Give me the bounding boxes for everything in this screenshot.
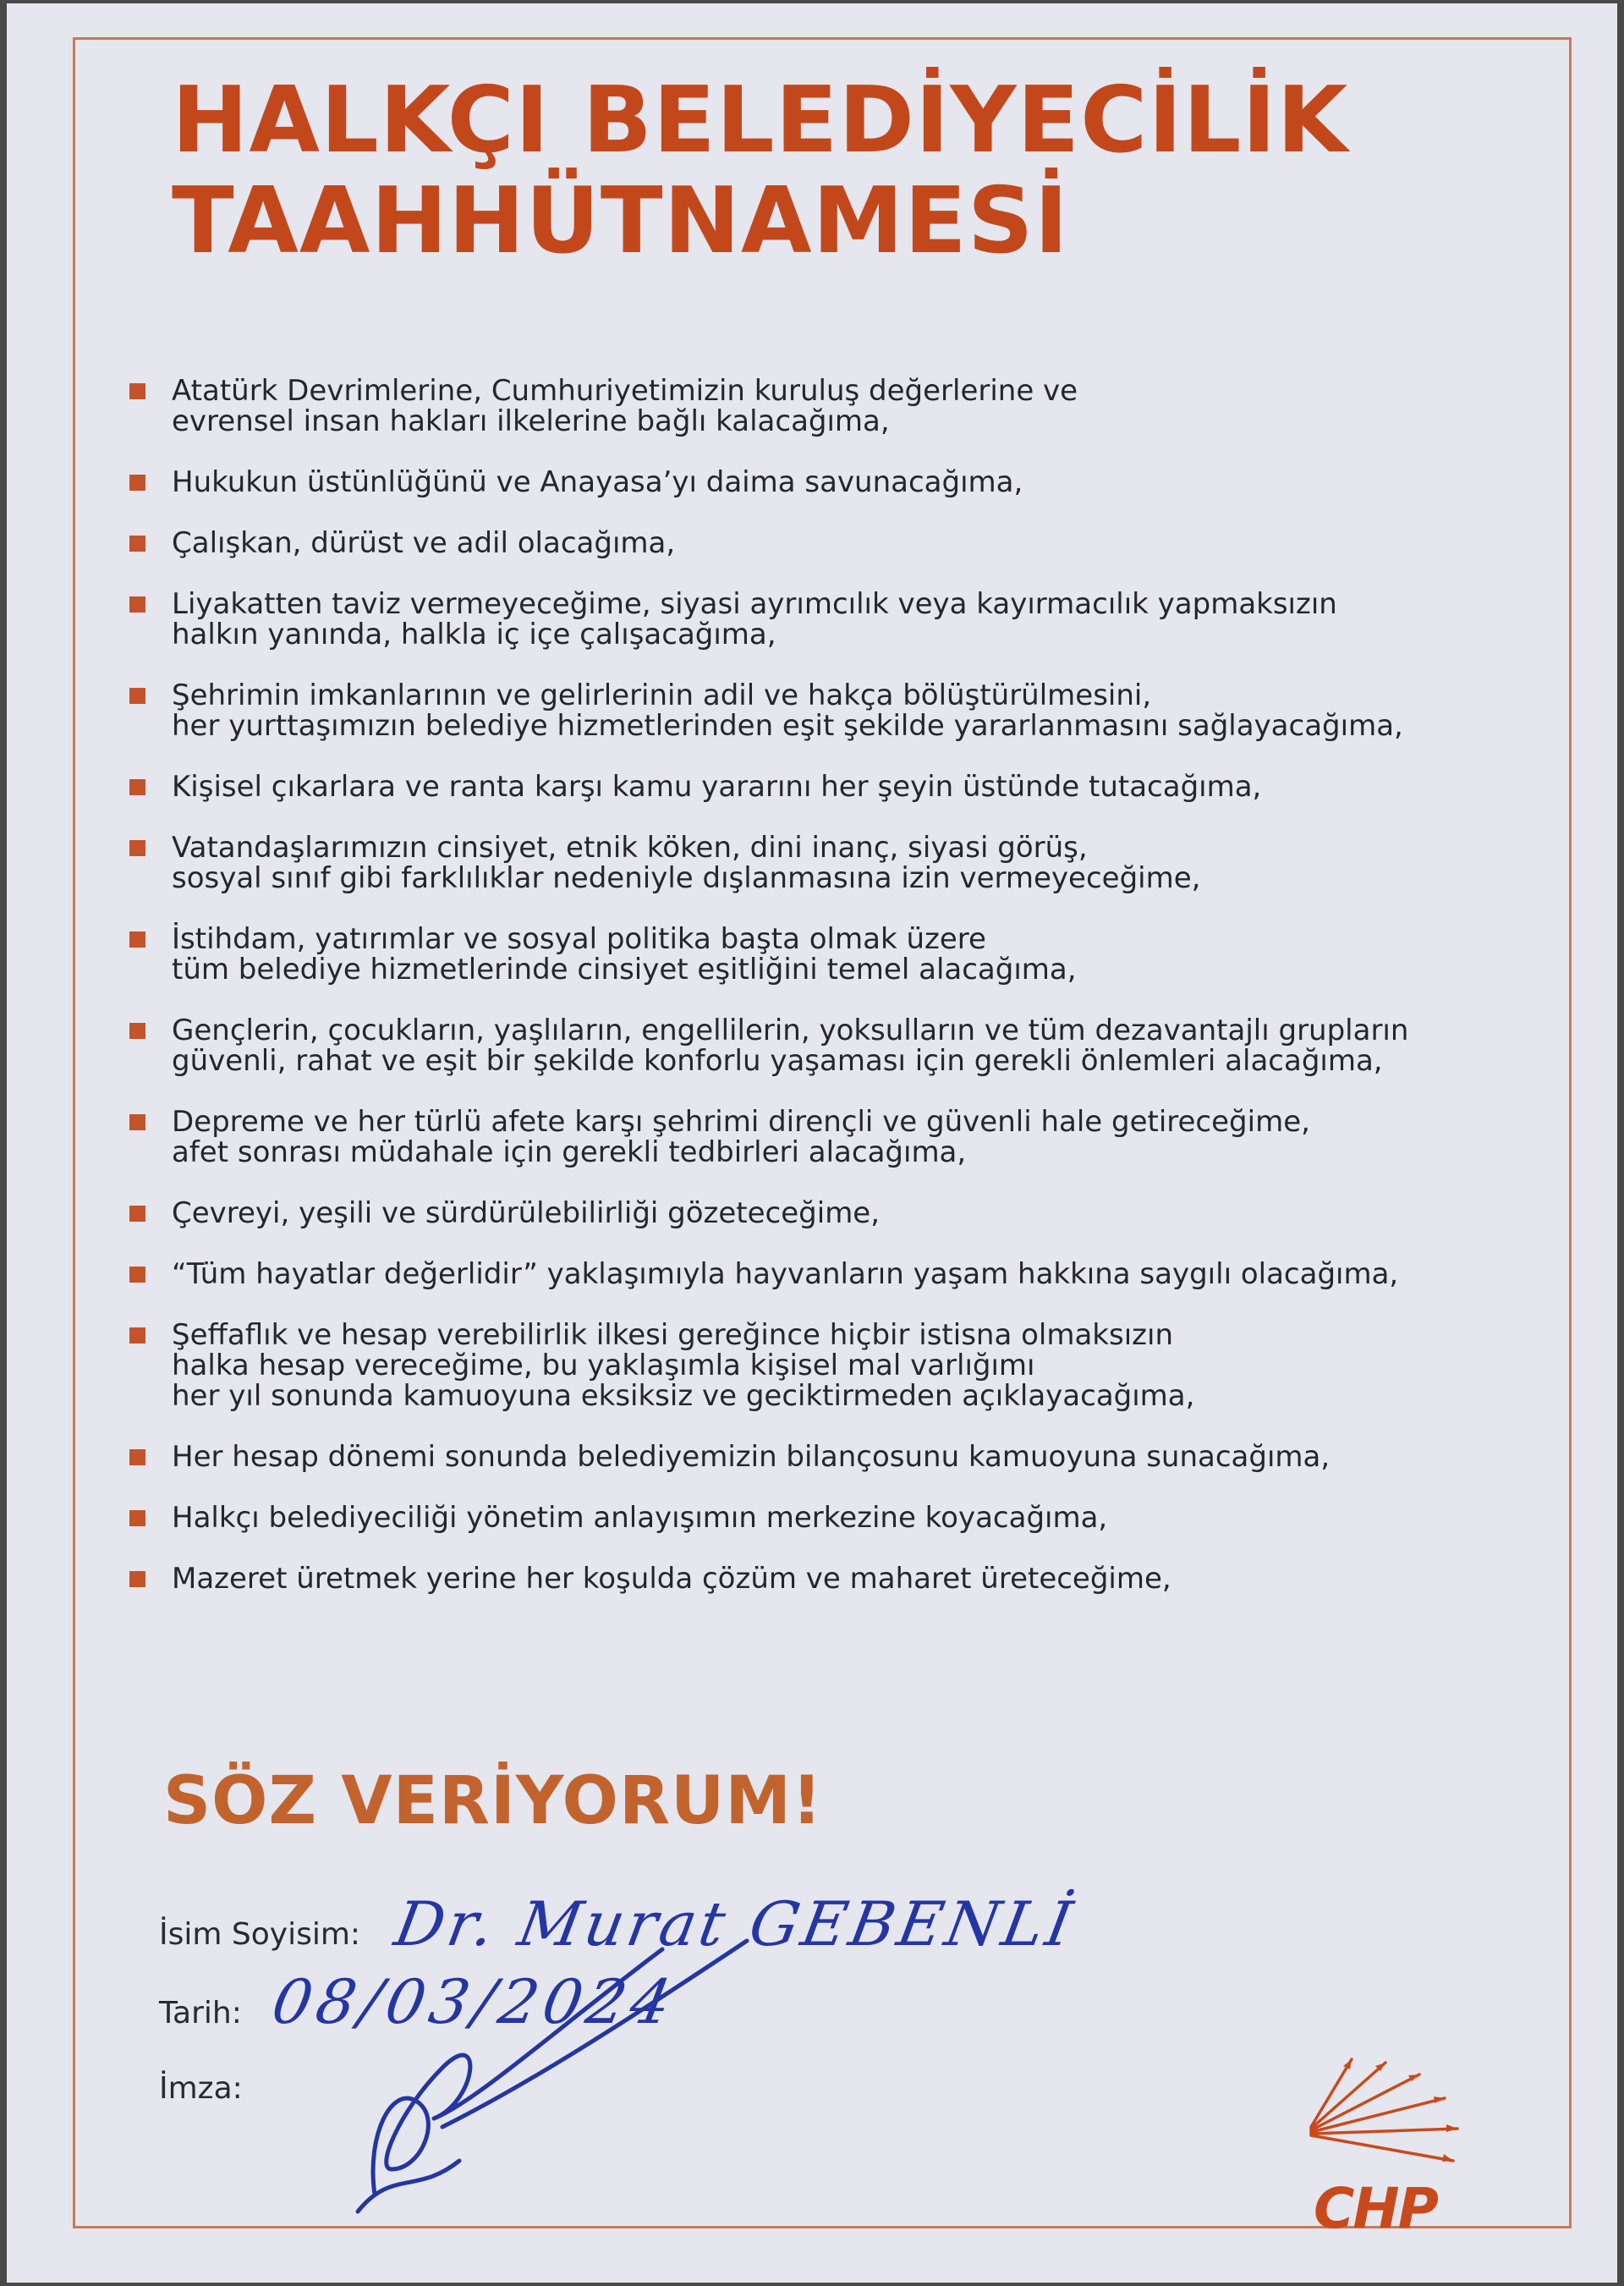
date-handwritten: 08/03/2024: [266, 1966, 682, 2037]
pledge-line: halka hesap vereceğime, bu yaklaşımla kişisel mal varlığımı: [172, 1349, 1035, 1382]
pledge-line: Hukukun üstünlüğünü ve Anayasa’yı daima savunacağıma,: [172, 465, 1023, 499]
pledge-line: sosyal sınıf gibi farklılıklar nedeniyle dışlanmasına izin vermeyeceğime,: [172, 861, 1201, 895]
pledge-item: [125, 1107, 1512, 1168]
pledge-line: evrensel insan hakları ilkelerine bağlı kalacağıma,: [172, 404, 890, 438]
pledge-line: tüm belediye hizmetlerinde cinsiyet eşitliğini temel alacağıma,: [172, 953, 1077, 986]
title-line-1: HALKÇI BELEDİYECİLİK: [172, 68, 1349, 173]
pledge-line: Gençlerin, çocukların, yaşlıların, engellilerin, yoksulların ve tüm dezavantajlı grupların: [172, 1014, 1409, 1047]
signature-scribble: [341, 1915, 781, 2220]
square-bullet-icon: [129, 688, 145, 704]
pledge-list: [125, 376, 1512, 1594]
pledge-line: Vatandaşlarımızın cinsiyet, etnik köken, dini inanç, siyasi görüş,: [172, 831, 1088, 865]
pledge-item: [125, 1198, 1512, 1228]
square-bullet-icon: [129, 1449, 145, 1465]
pledge-item: [125, 1563, 1512, 1594]
pledge-line: İstihdam, yatırımlar ve sosyal politika başta olmak üzere: [172, 922, 986, 956]
square-bullet-icon: [129, 475, 145, 491]
square-bullet-icon: [129, 1571, 145, 1587]
pledge-line: Çevreyi, yeşili ve sürdürülebilirliği gözeteceğime,: [172, 1196, 881, 1230]
pledge-line: Şehrimin imkanlarının ve gelirlerinin adil ve hakça bölüştürülmesini,: [172, 679, 1152, 712]
pledge-item: [125, 924, 1512, 985]
pledge-item: [125, 772, 1512, 802]
pledge-item: [125, 528, 1512, 558]
pledge-item: [125, 680, 1512, 741]
pledge-item: [125, 589, 1512, 650]
pledge-line: Her hesap dönemi sonunda belediyemizin bilançosunu kamuoyuna sunacağıma,: [172, 1440, 1330, 1474]
pledge-line: halkın yanında, halkla iç içe çalışacağıma,: [172, 618, 776, 651]
square-bullet-icon: [129, 596, 145, 613]
pledge-line: Kişisel çıkarlara ve ranta karşı kamu yararını her şeyin üstünde tutacağıma,: [172, 770, 1262, 804]
name-label: İsim Soyisim:: [159, 1917, 361, 1952]
pledge-line: Depreme ve her türlü afete karşı şehrimi dirençli ve güvenli hale getireceğime,: [172, 1105, 1310, 1139]
pledge-item: [125, 376, 1512, 437]
pledge-item: [125, 1503, 1512, 1533]
pledge-item: [125, 1442, 1512, 1472]
chp-logo-text: CHP: [1314, 2176, 1438, 2241]
pledge-line: güvenli, rahat ve eşit bir şekilde konforlu yaşaması için gerekli önlemleri alacağıma,: [172, 1044, 1383, 1078]
pledge-item: [125, 467, 1512, 497]
pledge-item: [125, 833, 1512, 893]
square-bullet-icon: [129, 1510, 145, 1526]
pledge-line: Liyakatten taviz vermeyeceğime, siyasi ayrımcılık veya kayırmacılık yapmaksızın: [172, 587, 1337, 621]
square-bullet-icon: [129, 536, 145, 552]
document-title: [172, 68, 1542, 274]
square-bullet-icon: [129, 779, 145, 795]
pledge-line: afet sonrası müdahale için gerekli tedbirleri alacağıma,: [172, 1135, 967, 1169]
name-handwritten: Dr. Murat GEBENLİ: [389, 1888, 1081, 1959]
square-bullet-icon: [129, 1023, 145, 1039]
signature-label: İmza:: [159, 2071, 243, 2106]
date-label: Tarih:: [159, 1996, 242, 2030]
square-bullet-icon: [129, 383, 145, 399]
square-bullet-icon: [129, 840, 145, 856]
pledge-line: Çalışkan, dürüst ve adil olacağıma,: [172, 526, 676, 560]
pledge-line: Atatürk Devrimlerine, Cumhuriyetimizin kuruluş değerlerine ve: [172, 374, 1078, 408]
pledge-item: [125, 1015, 1512, 1076]
pledge-item: [125, 1259, 1512, 1289]
square-bullet-icon: [129, 1206, 145, 1222]
pledge-line: her yurttaşımızın belediye hizmetlerinden eşit şekilde yararlanmasını sağlayacağıma,: [172, 709, 1403, 743]
square-bullet-icon: [129, 1267, 145, 1283]
pledge-line: Halkçı belediyeciliği yönetim anlayışımın merkezine koyacağıma,: [172, 1501, 1108, 1535]
square-bullet-icon: [129, 1114, 145, 1130]
pledge-line: “Tüm hayatlar değerlidir” yaklaşımıyla hayvanların yaşam hakkına saygılı olacağıma,: [172, 1257, 1399, 1291]
square-bullet-icon: [129, 931, 145, 948]
square-bullet-icon: [129, 1327, 145, 1344]
pledge-line: her yıl sonunda kamuoyuna eksiksiz ve geciktirmeden açıklayacağıma,: [172, 1379, 1195, 1413]
pledge-item: [125, 1320, 1512, 1411]
pledge-line: Şeffaflık ve hesap verebilirlik ilkesi gereğince hiçbir istisna olmaksızın: [172, 1318, 1173, 1352]
pledge-line: Mazeret üretmek yerine her koşulda çözüm ve maharet üreteceğime,: [172, 1562, 1171, 1596]
title-line-2: TAAHHÜTNAMESİ: [172, 168, 1069, 274]
document-sheet: [7, 3, 1617, 2283]
closing-statement: SÖZ VERİYORUM!: [163, 1763, 823, 1839]
